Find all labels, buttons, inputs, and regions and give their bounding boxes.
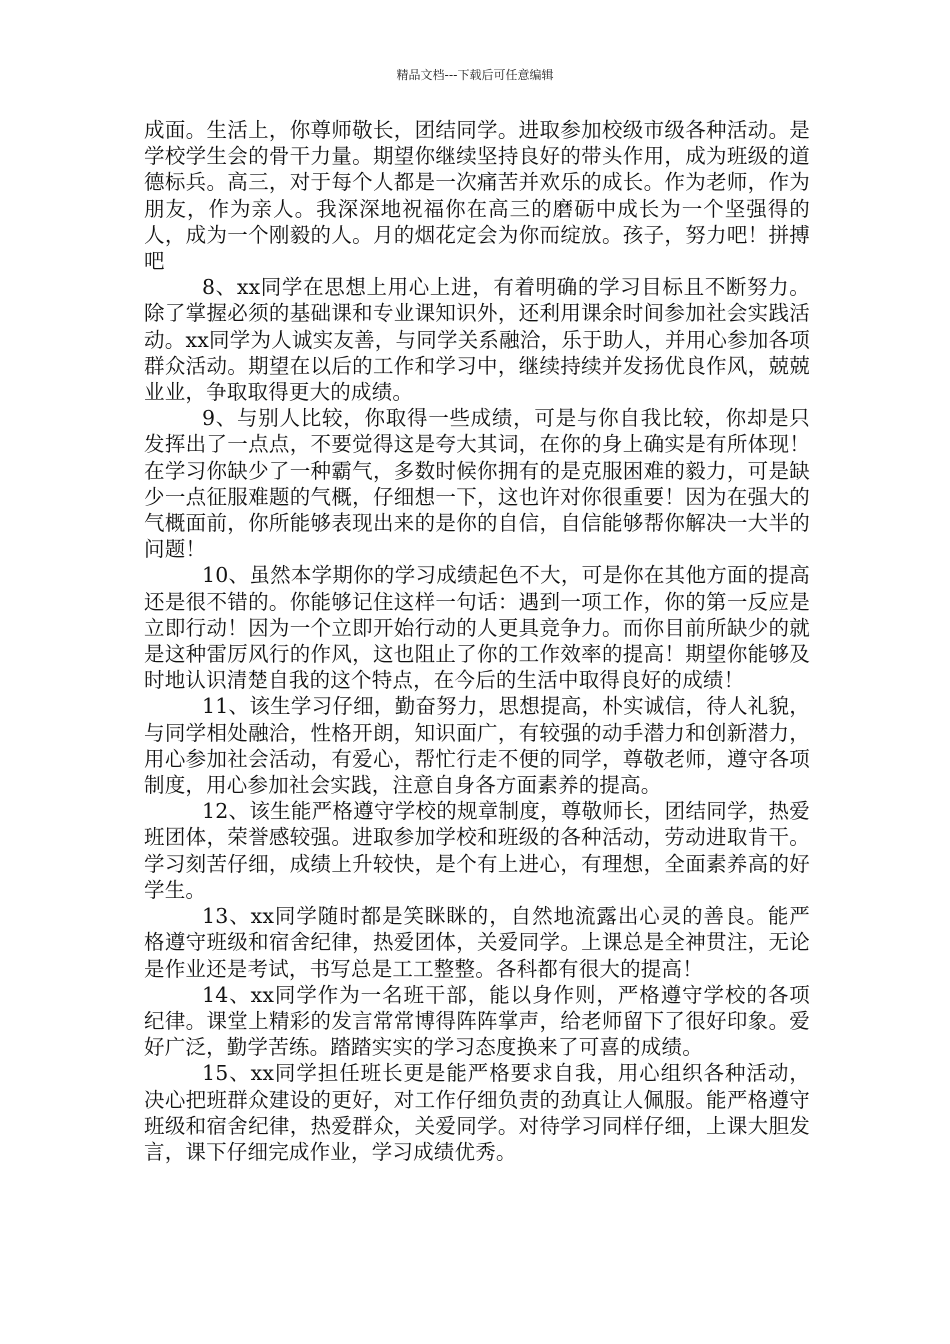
paragraph-comment-12: 12、该生能严格遵守学校的规章制度，尊敬师长，团结同学，热爱班团体，荣誉感较强。进取参加学校和班级的各种活动，劳动进取肯干。学习刻苦仔细，成绩上升较快，是个有上进心，有理想，全面素养高的好学生。 [144,799,810,902]
paragraph-comment-10: 10、虽然本学期你的学习成绩起色不大，可是你在其他方面的提高还是很不错的。你能够记住这样一句话：遇到一项工作，你的第一反应是立即行动！因为一个立即开始行动的人更具竞争力。而你目前所缺少的就是这种雷厉风行的作风，这也阻止了你的工作效率的提高！期望你能够及时地认识清楚自我的这个特点，在今后的生活中取得良好的成绩！ [144,563,810,693]
paragraph-comment-8: 8、xx同学在思想上用心上进，有着明确的学习目标且不断努力。除了掌握必须的基础课和专业课知识外，还利用课余时间参加社会实践活动。xx同学为人诚实友善，与同学关系融洽，乐于助人，并用心参加各项群众活动。期望在以后的工作和学习中，继续持续并发扬优良作风，兢兢业业，争取取得更大的成绩。 [144,275,810,405]
page-header: 精品文档---下载后可任意编辑 [396,68,554,82]
paragraph-comment-9: 9、与别人比较，你取得一些成绩，可是与你自我比较，你却是只发挥出了一点点，不要觉得这是夸大其词，在你的身上确实是有所体现！在学习你缺少了一种霸气，多数时候你拥有的是克服困难的毅力，可是缺少一点征服难题的气概，仔细想一下，这也许对你很重要！因为在强大的气概面前，你所能够表现出来的是你的自信，自信能够帮你解决一大半的问题！ [144,406,810,562]
paragraph-comment-15: 15、xx同学担任班长更是能严格要求自我，用心组织各种活动，决心把班群众建设的更好，对工作仔细负责的劲真让人佩服。能严格遵守班级和宿舍纪律，热爱群众，关爱同学。对待学习同样仔细，上课大胆发言，课下仔细完成作业，学习成绩优秀。 [144,1061,810,1164]
paragraph-comment-13: 13、xx同学随时都是笑眯眯的，自然地流露出心灵的善良。能严格遵守班级和宿舍纪律，热爱团体，关爱同学。上课总是全神贯注，无论是作业还是考试，书写总是工工整整。各科都有很大的提高！ [144,904,810,981]
paragraph-comment-11: 11、该生学习仔细，勤奋努力，思想提高，朴实诚信，待人礼貌，与同学相处融洽，性格开朗，知识面广，有较强的动手潜力和创新潜力，用心参加社会活动，有爱心，帮忙行走不便的同学，尊敬老师，遵守各项制度，用心参加社会实践，注意自身各方面素养的提高。 [144,694,810,798]
document-body [144,117,810,1165]
paragraph-continuation: 成面。生活上，你尊师敬长，团结同学。进取参加校级市级各种活动。是学校学生会的骨干力量。期望你继续坚持良好的带头作用，成为班级的道德标兵。高三，对于每个人都是一次痛苦并欢乐的成长。作为老师，作为朋友，作为亲人。我深深地祝福你在高三的磨砺中成长为一个坚强得的人，成为一个刚毅的人。月的烟花定会为你而绽放。孩子，努力吧！拼搏吧 [144,118,810,274]
paragraph-comment-14: 14、xx同学作为一名班干部，能以身作则，严格遵守学校的各项纪律。课堂上精彩的发言常常博得阵阵掌声，给老师留下了很好印象。爱好广泛，勤学苦练。踏踏实实的学习态度换来了可喜的成绩。 [144,982,810,1060]
